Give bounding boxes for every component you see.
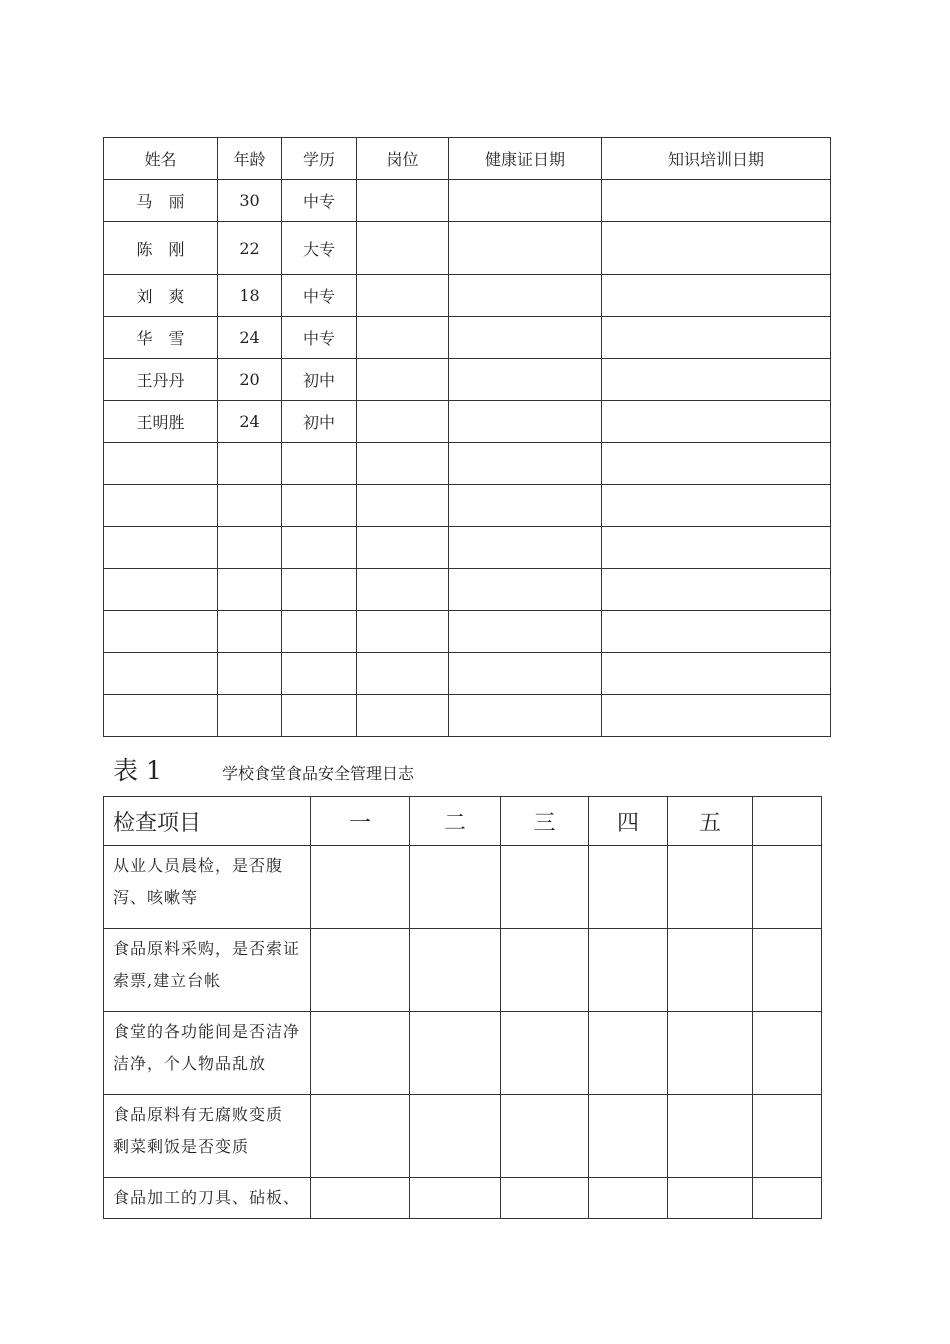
- cell-name: 王丹丹: [104, 359, 218, 401]
- log-cell: [753, 846, 822, 929]
- empty-cell: [449, 569, 602, 611]
- cell-position: [357, 317, 449, 359]
- cell-position: [357, 401, 449, 443]
- log-cell: [311, 1095, 410, 1178]
- header-training-date: 知识培训日期: [602, 138, 831, 180]
- empty-cell: [357, 527, 449, 569]
- empty-cell: [218, 569, 282, 611]
- empty-cell: [104, 695, 218, 737]
- table-row: [104, 846, 822, 929]
- log-cell: [501, 1012, 589, 1095]
- empty-row: [104, 527, 831, 569]
- table-row: [104, 1178, 822, 1219]
- table-row: [104, 275, 831, 317]
- cell-health-cert-date: [449, 222, 602, 275]
- empty-cell: [357, 485, 449, 527]
- check-item-line-1: 食品加工的刀具、砧板、: [113, 1188, 301, 1207]
- table-row: [104, 222, 831, 275]
- log-cell: [668, 1178, 753, 1219]
- check-item: [104, 1012, 311, 1095]
- check-item-line-2: 洁净，个人物品乱放: [113, 1054, 267, 1073]
- empty-cell: [449, 527, 602, 569]
- empty-cell: [602, 611, 831, 653]
- cell-health-cert-date: [449, 317, 602, 359]
- empty-cell: [104, 653, 218, 695]
- empty-cell: [357, 611, 449, 653]
- table-row: [104, 359, 831, 401]
- cell-name: 王明胜: [104, 401, 218, 443]
- cell-name: 陈 刚: [104, 222, 218, 275]
- check-item-line-1: 食堂的各功能间是否洁净: [113, 1022, 301, 1041]
- empty-cell: [282, 443, 357, 485]
- check-item-line-2: 剩菜剩饭是否变质: [113, 1137, 250, 1156]
- header-age: 年龄: [218, 138, 282, 180]
- cell-education: 初中: [282, 359, 357, 401]
- header-day-3: 三: [501, 797, 589, 846]
- log-cell: [753, 929, 822, 1012]
- empty-cell: [449, 443, 602, 485]
- log-cell: [311, 1178, 410, 1219]
- empty-row: [104, 695, 831, 737]
- log-cell: [589, 929, 668, 1012]
- check-item: [104, 1178, 311, 1219]
- header-health-cert-date: 健康证日期: [449, 138, 602, 180]
- empty-cell: [282, 611, 357, 653]
- empty-cell: [602, 695, 831, 737]
- table-row: [104, 317, 831, 359]
- log-cell: [668, 1012, 753, 1095]
- header-education: 学历: [282, 138, 357, 180]
- header-day-4: 四: [589, 797, 668, 846]
- cell-position: [357, 275, 449, 317]
- log-cell: [753, 1178, 822, 1219]
- cell-health-cert-date: [449, 401, 602, 443]
- cell-name: 华 雪: [104, 317, 218, 359]
- cell-training-date: [602, 222, 831, 275]
- table-row: [104, 1012, 822, 1095]
- log-cell: [410, 846, 501, 929]
- log-cell: [589, 1012, 668, 1095]
- cell-age: 18: [218, 275, 282, 317]
- empty-row: [104, 569, 831, 611]
- empty-row: [104, 653, 831, 695]
- empty-cell: [602, 569, 831, 611]
- empty-cell: [282, 569, 357, 611]
- cell-education: 大专: [282, 222, 357, 275]
- empty-row: [104, 485, 831, 527]
- empty-cell: [282, 485, 357, 527]
- header-extra: [753, 797, 822, 846]
- empty-cell: [282, 653, 357, 695]
- log-cell: [753, 1095, 822, 1178]
- cell-age: 20: [218, 359, 282, 401]
- empty-cell: [282, 527, 357, 569]
- table-row: [104, 929, 822, 1012]
- log-cell: [410, 1178, 501, 1219]
- log-cell: [589, 1178, 668, 1219]
- staff-header-row: [104, 138, 831, 180]
- empty-cell: [357, 443, 449, 485]
- cell-health-cert-date: [449, 180, 602, 222]
- check-item-line-2: 泻、咳嗽等: [113, 888, 199, 907]
- safety-log-table: [103, 796, 822, 1219]
- log-cell: [668, 1095, 753, 1178]
- cell-age: 24: [218, 401, 282, 443]
- empty-cell: [218, 695, 282, 737]
- empty-cell: [602, 485, 831, 527]
- cell-position: [357, 222, 449, 275]
- cell-training-date: [602, 401, 831, 443]
- log-cell: [311, 929, 410, 1012]
- empty-cell: [602, 527, 831, 569]
- log-cell: [589, 1095, 668, 1178]
- cell-training-date: [602, 317, 831, 359]
- cell-position: [357, 359, 449, 401]
- log-cell: [668, 929, 753, 1012]
- cell-training-date: [602, 359, 831, 401]
- empty-cell: [104, 527, 218, 569]
- check-item: [104, 1095, 311, 1178]
- cell-education: 中专: [282, 180, 357, 222]
- empty-cell: [357, 695, 449, 737]
- empty-cell: [104, 569, 218, 611]
- header-position: 岗位: [357, 138, 449, 180]
- header-day-1: 一: [311, 797, 410, 846]
- table-row: [104, 401, 831, 443]
- header-check-item: 检查项目: [104, 797, 311, 846]
- log-title: 学校食堂食品安全管理日志: [222, 764, 415, 783]
- check-item-line-1: 食品原料有无腐败变质: [113, 1105, 284, 1124]
- table-number-label: 表 1: [113, 756, 162, 785]
- cell-age: 24: [218, 317, 282, 359]
- empty-cell: [602, 443, 831, 485]
- empty-cell: [218, 611, 282, 653]
- cell-age: 30: [218, 180, 282, 222]
- log-cell: [668, 846, 753, 929]
- empty-row: [104, 443, 831, 485]
- log-cell: [753, 1012, 822, 1095]
- log-cell: [501, 1095, 589, 1178]
- log-cell: [410, 1095, 501, 1178]
- log-cell: [501, 846, 589, 929]
- cell-education: 初中: [282, 401, 357, 443]
- log-cell: [410, 929, 501, 1012]
- cell-position: [357, 180, 449, 222]
- empty-row: [104, 611, 831, 653]
- cell-education: 中专: [282, 317, 357, 359]
- log-header-row: [104, 797, 822, 846]
- log-cell: [311, 1012, 410, 1095]
- cell-health-cert-date: [449, 359, 602, 401]
- cell-education: 中专: [282, 275, 357, 317]
- empty-cell: [449, 653, 602, 695]
- cell-name: 刘 爽: [104, 275, 218, 317]
- table-row: [104, 1095, 822, 1178]
- empty-cell: [282, 695, 357, 737]
- header-day-5: 五: [668, 797, 753, 846]
- empty-cell: [104, 485, 218, 527]
- empty-cell: [602, 653, 831, 695]
- empty-cell: [218, 527, 282, 569]
- table-row: [104, 180, 831, 222]
- empty-cell: [104, 611, 218, 653]
- header-day-2: 二: [410, 797, 501, 846]
- empty-cell: [449, 695, 602, 737]
- check-item-line-2: 索票,建立台帐: [113, 971, 222, 990]
- empty-cell: [218, 443, 282, 485]
- check-item: [104, 846, 311, 929]
- log-cell: [311, 846, 410, 929]
- cell-health-cert-date: [449, 275, 602, 317]
- empty-cell: [218, 653, 282, 695]
- empty-cell: [357, 569, 449, 611]
- header-name: 姓名: [104, 138, 218, 180]
- check-item: [104, 929, 311, 1012]
- empty-cell: [357, 653, 449, 695]
- check-item-line-1: 食品原料采购，是否索证: [113, 939, 301, 958]
- log-cell: [589, 846, 668, 929]
- empty-cell: [449, 485, 602, 527]
- cell-training-date: [602, 275, 831, 317]
- empty-cell: [449, 611, 602, 653]
- cell-name: 马 丽: [104, 180, 218, 222]
- cell-training-date: [602, 180, 831, 222]
- empty-cell: [218, 485, 282, 527]
- staff-table: [103, 137, 831, 737]
- empty-cell: [104, 443, 218, 485]
- log-cell: [501, 929, 589, 1012]
- check-item-line-1: 从业人员晨检，是否腹: [113, 856, 284, 875]
- cell-age: 22: [218, 222, 282, 275]
- log-cell: [501, 1178, 589, 1219]
- log-cell: [410, 1012, 501, 1095]
